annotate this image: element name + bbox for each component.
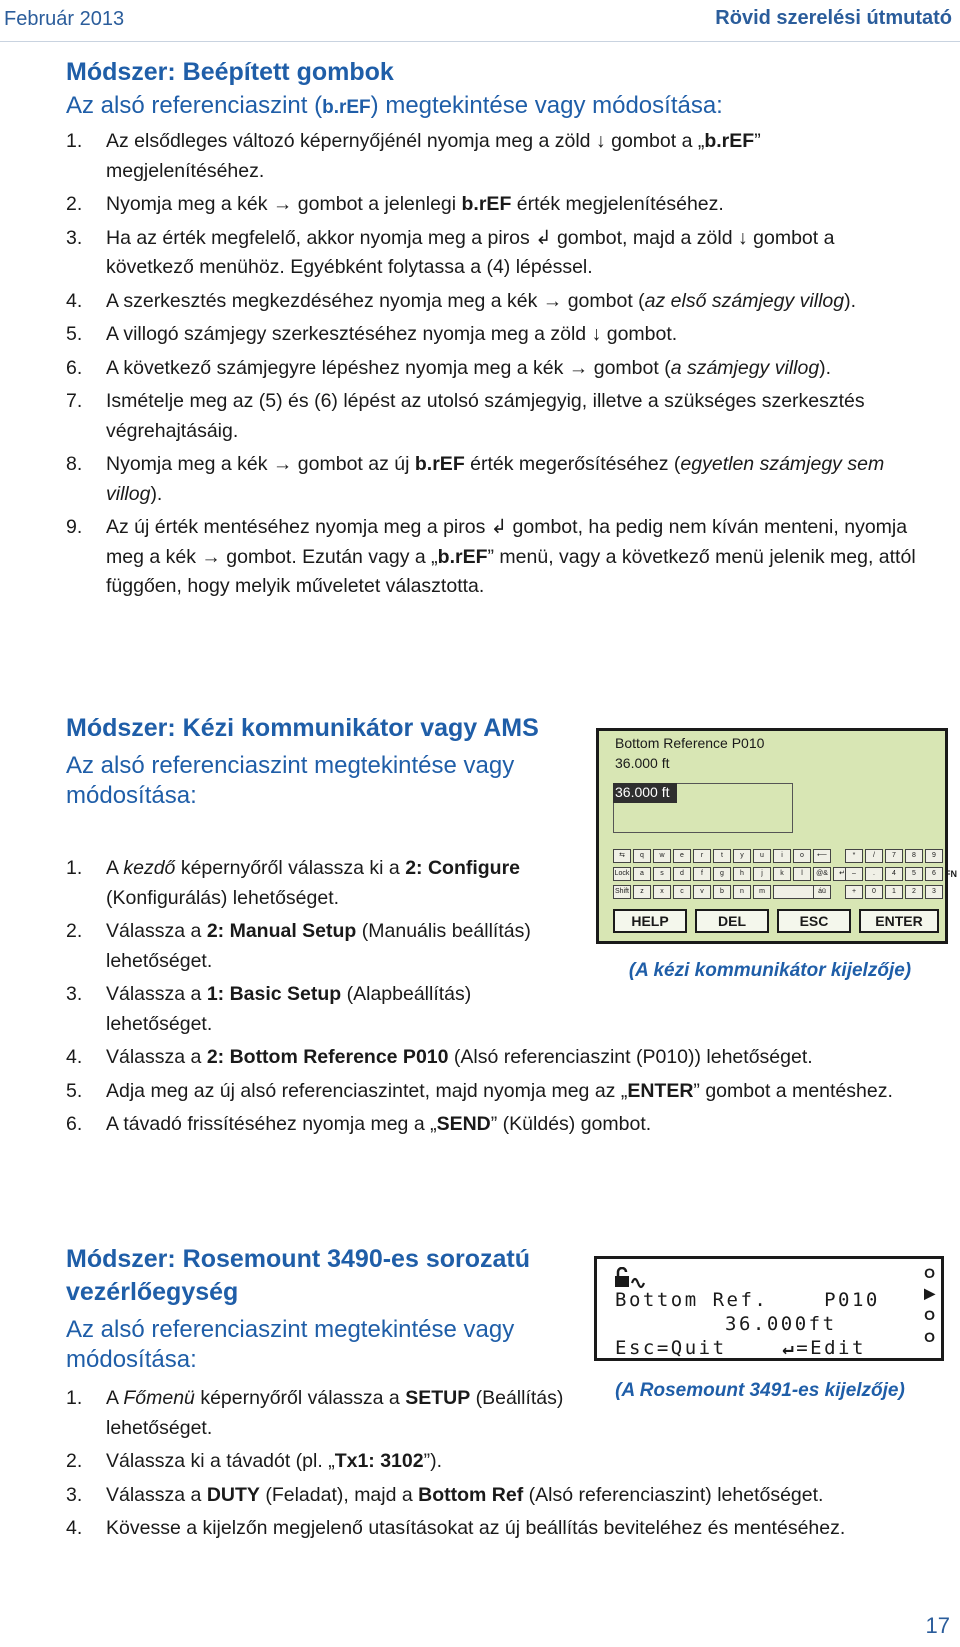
page-header — [0, 0, 960, 42]
help-button[interactable]: HELP — [613, 909, 687, 933]
list-item: 4. A szerkesztés megkezdéséhez nyomja meg a kék → gombot (az első számjegy villog). — [66, 289, 857, 312]
keyboard-key[interactable]: m — [753, 885, 771, 899]
keyboard-key[interactable]: u — [753, 849, 771, 863]
keyboard-key[interactable]: g — [713, 867, 731, 881]
display-row-2: 36.000ft — [725, 1313, 837, 1335]
list-item: 4. Kövesse a kijelzőn megjelenő utasításokat az új beállítás beviteléhez és mentéséhez. — [66, 1517, 846, 1539]
esc-button[interactable]: ESC — [777, 909, 851, 933]
section-subtitle: Az alsó referenciaszint (b.rEF) megtekintése vagy módosítása: — [66, 92, 723, 119]
keyboard-key[interactable]: w — [653, 849, 671, 863]
keyboard-key[interactable]: e — [673, 849, 691, 863]
keyboard-key[interactable]: s — [653, 867, 671, 881]
numpad-key[interactable]: – — [845, 867, 863, 881]
list-item: 2. Válassza a 2: Manual Setup (Manuális beállítás) lehetőséget. — [66, 920, 531, 972]
section-rosemount-3490 — [66, 1243, 566, 1381]
red-enter-arrow-icon: ↲ — [490, 516, 508, 538]
keyboard-key[interactable]: f — [693, 867, 711, 881]
keyboard-key[interactable]: c — [673, 885, 691, 899]
list-item: 2. Nyomja meg a kék → gombot a jelenlegi b.rEF érték megjelenítéséhez. — [66, 193, 724, 215]
keyboard-key[interactable]: v — [693, 885, 711, 899]
enter-button[interactable]: ENTER — [859, 909, 939, 933]
green-down-arrow-icon: ↓ — [737, 226, 748, 249]
handheld-caption: (A kézi kommunikátor kijelzője) — [628, 960, 912, 981]
green-down-arrow-icon: ↓ — [591, 323, 602, 345]
section-title: Módszer: Rosemount 3490-es sorozatú vezérlőegység — [66, 1245, 530, 1306]
list-item: 2. Válassza ki a távadót (pl. „Tx1: 3102”). — [66, 1450, 442, 1472]
list-item: 3. Ha az érték megfelelő, akkor nyomja meg a piros ↲ gombot, majd a zöld ↓ gombot a következő menühöz. Egyébként folytassa a (4) lépéssel. — [66, 226, 835, 278]
handheld-display — [596, 728, 957, 944]
section-subtitle: Az alsó referenciaszint megtekintése vagy módosítása: — [66, 1316, 515, 1373]
numpad-key[interactable]: 2 — [905, 885, 923, 899]
step-list — [66, 1384, 946, 1544]
numpad-key[interactable]: 1 — [885, 885, 903, 899]
shift-key[interactable]: Shift — [613, 885, 631, 899]
keyboard-key[interactable]: k — [773, 867, 791, 881]
numpad-key[interactable]: + — [845, 885, 863, 899]
list-item: 1. A kezdő képernyőről válassza ki a 2: Configure (Konfigurálás) lehetőséget. — [66, 857, 521, 909]
header-date: Február 2013 — [4, 8, 125, 30]
symbol-key[interactable]: @& — [813, 867, 831, 881]
del-button[interactable]: DEL — [695, 909, 769, 933]
list-item: 5. A villogó számjegy szerkesztéséhez nyomja meg a zöld ↓ gombot. — [66, 323, 678, 345]
list-item: 7. Ismételje meg az (5) és (6) lépést az utolsó számjegyig, illetve a szükséges szerkesztés végrehajtásáig. — [66, 390, 865, 442]
value-input[interactable]: 36.000 ft — [613, 783, 677, 803]
red-enter-arrow-icon: ↲ — [535, 226, 552, 249]
display-row-1: Bottom Ref. P010 — [615, 1289, 880, 1311]
keyboard-key[interactable]: r — [693, 849, 711, 863]
list-item: 3. Válassza a 1: Basic Setup (Alapbeállítás) lehetőséget. — [66, 983, 472, 1035]
list-item: 9. Az új érték mentéséhez nyomja meg a piros ↲ gombot, ha pedig nem kíván menteni, nyomja meg a kék → gombot. Ezután vagy a „b.rEF” menü, vagy a következő menü jelenik meg, attól függően, hogy melyik műveletet választotta. — [66, 516, 916, 597]
section-handheld-communicator — [66, 712, 566, 817]
keyboard-key[interactable]: d — [673, 867, 691, 881]
keyboard-key[interactable]: l — [793, 867, 811, 881]
list-item: 3. Válassza a DUTY (Feladat), majd a Bottom Ref (Alsó referenciaszint) lehetőséget. — [66, 1483, 824, 1506]
numpad-key[interactable]: 4 — [885, 867, 903, 881]
tab-key[interactable]: ⇆ — [613, 849, 631, 863]
keyboard-key[interactable]: b — [713, 885, 731, 899]
status-indicator: O — [924, 1265, 935, 1281]
numpad-key[interactable]: * — [845, 849, 863, 863]
list-item: 6. A távadó frissítéséhez nyomja meg a „SEND” (Küldés) gombot. — [66, 1113, 652, 1135]
accent-key[interactable]: áü — [813, 885, 831, 899]
keyboard-key[interactable]: x — [653, 885, 671, 899]
list-item: 5. Adja meg az új alsó referenciaszintet, majd nyomja meg az „ENTER” gombot a mentéshez. — [66, 1079, 893, 1102]
page-number: 17 — [925, 1613, 950, 1638]
list-item: 6. A következő számjegyre lépéshez nyomja meg a kék → gombot (a számjegy villog). — [66, 356, 832, 379]
list-item: 8. Nyomja meg a kék → gombot az új b.rEF érték megerősítéséhez (egyetlen számjegy sem villog). — [66, 453, 885, 505]
keyboard-key[interactable]: t — [713, 849, 731, 863]
list-item: 1. A Főmenü képernyőről válassza a SETUP (Beállítás) lehetőséget. — [66, 1387, 564, 1439]
status-indicator: O — [924, 1307, 935, 1323]
numpad-key[interactable]: 8 — [905, 849, 923, 863]
keyboard-key[interactable]: i — [773, 849, 791, 863]
keyboard-key[interactable]: y — [733, 849, 751, 863]
keyboard-key[interactable]: h — [733, 867, 751, 881]
keyboard-key[interactable]: n — [733, 885, 751, 899]
section-rosemount-steps — [66, 1384, 946, 1548]
fn-key[interactable]: FN — [945, 869, 957, 879]
keyboard-key[interactable]: z — [633, 885, 651, 899]
section-title: Módszer: Kézi kommunikátor vagy AMS — [66, 714, 539, 742]
lock-key[interactable]: Lock — [613, 867, 631, 881]
step-list — [66, 127, 916, 602]
enter-key[interactable]: ↵ — [833, 867, 851, 881]
numpad-key[interactable]: 3 — [925, 885, 943, 899]
keyboard-key[interactable]: j — [753, 867, 771, 881]
green-down-arrow-icon: ↓ — [595, 130, 606, 152]
numpad-key[interactable]: 7 — [885, 849, 903, 863]
numpad-key[interactable]: / — [865, 849, 883, 863]
display-row-3: Esc=Quit ↵=Edit — [615, 1337, 866, 1359]
list-item: 4. Válassza a 2: Bottom Reference P010 (Alsó referenciaszint (P010)) lehetőséget. — [66, 1046, 813, 1068]
keyboard-key[interactable]: q — [633, 849, 651, 863]
enter-icon: ↵ — [782, 1337, 797, 1359]
numpad-key[interactable]: 5 — [905, 867, 923, 881]
rosemount-caption: (A Rosemount 3491-es kijelzője) — [615, 1380, 905, 1401]
rosemount-display — [594, 1256, 944, 1361]
numpad-key[interactable]: 0 — [865, 885, 883, 899]
section-subtitle: Az alsó referenciaszint megtekintése vagy módosítása: — [66, 752, 515, 809]
numpad-key[interactable]: 9 — [925, 849, 943, 863]
section-title: Módszer: Beépített gombok — [66, 58, 394, 86]
display-line-2: 36.000 ft — [615, 755, 670, 771]
numpad-key[interactable]: . — [865, 867, 883, 881]
numpad-key[interactable]: 6 — [925, 867, 943, 881]
pointer-icon: ▶ — [924, 1285, 935, 1301]
status-indicator: O — [924, 1329, 935, 1345]
display-line-1: Bottom Reference P010 — [615, 735, 765, 751]
softkey-bar — [613, 909, 933, 935]
header-doc-title: Rövid szerelési útmutató — [715, 7, 952, 29]
keyboard-key[interactable]: o — [793, 849, 811, 863]
section-builtin-buttons — [66, 56, 916, 606]
keyboard-key[interactable]: a — [633, 867, 651, 881]
backspace-key[interactable]: ⟵ — [813, 849, 831, 863]
list-item: 1. Az elsődleges változó képernyőjénél nyomja meg a zöld ↓ gombot a „b.rEF” megjelenítéséhez. — [66, 130, 761, 182]
